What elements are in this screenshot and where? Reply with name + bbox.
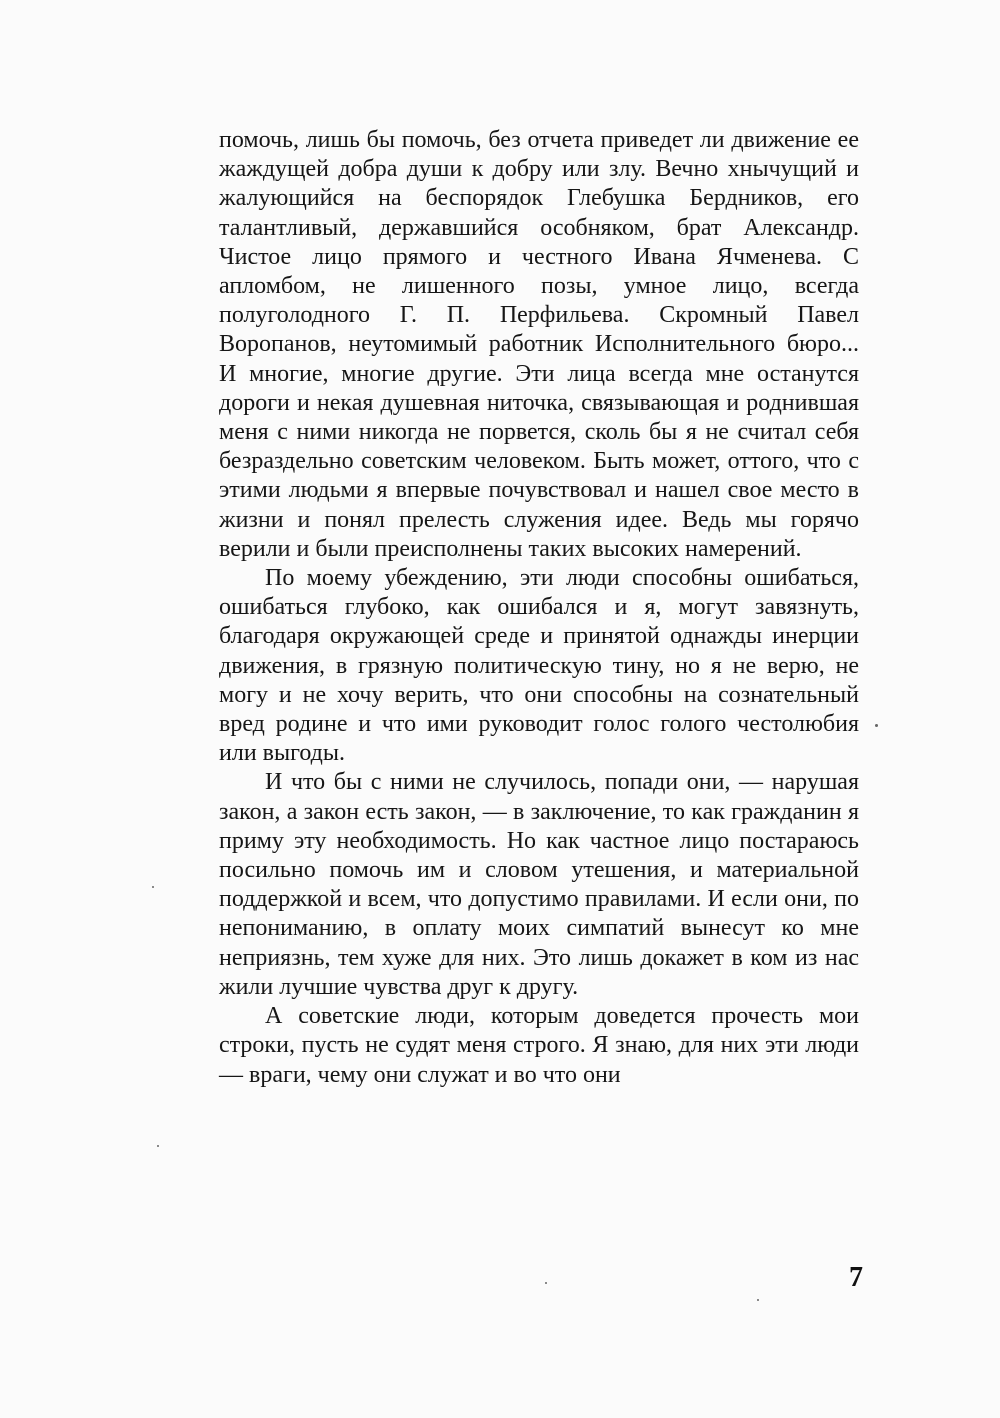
scan-speck: [157, 1145, 159, 1147]
scan-speck: [875, 724, 878, 727]
scan-speck: [152, 886, 154, 888]
body-text: [219, 126, 859, 1090]
paragraph: И что бы с ними не случилось, попади они, — нарушая закон, а закон есть закон, — в заключение, то как гражданин я приму эту необходимость. Но как частное лицо постараюсь посильно помочь им и словом утешения, и материальной поддержкой и всем, что допустимо правилами. И если они, по непониманию, в оплату моих симпатий вынесут ко мне неприязнь, тем хуже для них. Это лишь докажет в ком из нас жили лучшие чувства друг к другу.: [219, 769, 859, 1000]
paragraph-continued: помочь, лишь бы помочь, без отчета приведет ли движение ее жаждущей добра души к добру или злу. Вечно хнычущий и жалующийся на беспорядок Глебушка Бердников, его талантливый, державшийся особняком, брат Александр. Чистое лицо прямого и честного Ивана Ячменева. С апломбом, не лишенного позы, умное лицо, всегда полуголодного Г. П. Перфильева. Скромный Павел Воропанов, неутомимый работник Исполнительного бюро... И многие, многие другие. Эти лица всегда мне останутся дороги и некая душевная ниточка, связывающая и роднившая меня с ними никогда не порвется, сколь бы я не считал себя безраздельно советским человеком. Быть может, оттого, что с этими людьми я впервые почувствовал и нашел свое место в жизни и понял прелесть служения идее. Ведь мы горячо верили и были преисполнены таких высоких намерений.: [219, 127, 859, 562]
paragraph: По моему убеждению, эти люди способны ошибаться, ошибаться глубоко, как ошибался и я, могут завязнуть, благодаря окружающей среде и принятой однажды инерции движения, в грязную политическую тину, но я не верю, не могу и не хочу верить, что они способны на сознательный вред родине и что ими руководит голос голого честолюбия или выгоды.: [219, 565, 859, 767]
paragraph: А советские люди, которым доведется прочесть мои строки, пусть не судят меня строго. Я знаю, для них эти люди — враги, чему они служат и во что они: [219, 1003, 859, 1088]
scan-speck: [757, 1299, 759, 1301]
page-number: 7: [849, 1262, 863, 1293]
scan-speck: [545, 1282, 547, 1284]
